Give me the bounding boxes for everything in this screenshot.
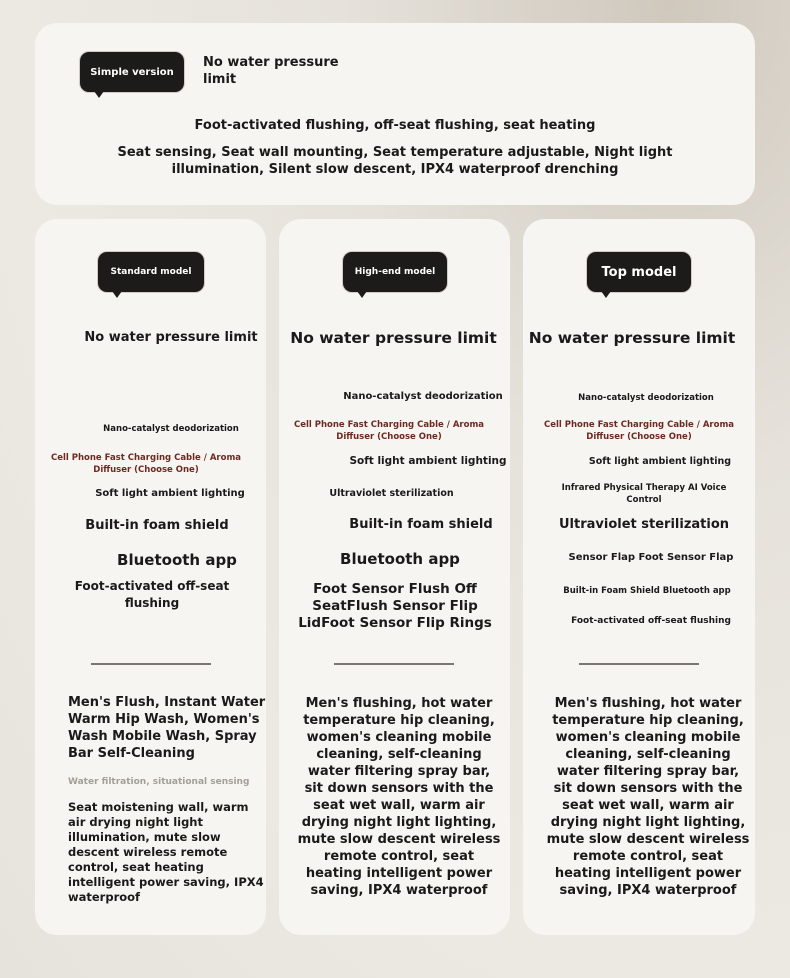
top-model-description bbox=[523, 695, 773, 899]
standard-feature-2-line1: Cell Phone Fast Charging Cable / Aroma bbox=[50, 453, 242, 463]
high-end-feature-2-line1: Cell Phone Fast Charging Cable / Aroma bbox=[293, 420, 485, 430]
high-end-desc-line: heating intelligent power bbox=[305, 866, 493, 881]
simple-version-badge bbox=[80, 52, 184, 92]
high-end-feature-6: Bluetooth app bbox=[340, 550, 460, 568]
high-end-feature-3: Soft light ambient lighting bbox=[349, 455, 507, 467]
standard-desc1-line: Bar Self-Cleaning bbox=[68, 746, 195, 761]
standard-desc2-line: descent wireless remote bbox=[68, 845, 228, 859]
high-end-feature-5: Built-in foam shield bbox=[349, 517, 493, 532]
top-model-desc-line: temperature hip cleaning, bbox=[552, 713, 744, 728]
standard-description-2 bbox=[68, 800, 264, 905]
top-model-badge-label: Top model bbox=[601, 264, 677, 280]
standard-desc2-line: Seat moistening wall, warm bbox=[68, 800, 249, 814]
standard-model-badge-label: Standard model bbox=[110, 267, 192, 277]
high-end-desc-line: cleaning, self-cleaning bbox=[316, 747, 482, 762]
top-model-divider bbox=[579, 663, 699, 665]
high-end-model-card bbox=[279, 219, 510, 935]
high-end-feature-7 bbox=[279, 581, 511, 632]
simple-pressure-line2: limit bbox=[203, 72, 237, 87]
standard-feature-2-line2: Diffuser (Choose One) bbox=[93, 465, 199, 475]
standard-divider bbox=[91, 663, 211, 665]
high-end-feature-2-line2: Diffuser (Choose One) bbox=[336, 432, 442, 442]
top-model-desc-line: heating intelligent power bbox=[554, 866, 742, 881]
top-model-desc-line: mute slow descent wireless bbox=[546, 832, 750, 847]
high-end-desc-line: drying night light lighting, bbox=[301, 815, 497, 830]
top-model-desc-line: remote control, seat bbox=[572, 849, 724, 864]
high-end-desc-line: water filtering spray bar, bbox=[307, 764, 491, 779]
high-end-divider bbox=[334, 663, 454, 665]
high-end-feature-4: Ultraviolet sterilization bbox=[329, 488, 454, 499]
high-end-feature-1: Nano-catalyst deodorization bbox=[343, 391, 503, 402]
top-model-feature-2-line2: Diffuser (Choose One) bbox=[586, 432, 692, 442]
standard-model-badge bbox=[98, 252, 204, 292]
top-model-feature-3: Soft light ambient lighting bbox=[588, 456, 732, 467]
standard-model-card bbox=[35, 219, 266, 935]
top-model-desc-line: Men's flushing, hot water bbox=[554, 696, 742, 711]
high-end-desc-line: sit down sensors with the bbox=[304, 781, 494, 796]
high-end-model-badge bbox=[343, 252, 447, 292]
standard-desc2-line: illumination, mute slow bbox=[68, 830, 221, 844]
standard-desc2-line: waterproof bbox=[68, 890, 141, 904]
top-model-desc-line: sit down sensors with the bbox=[553, 781, 743, 796]
simple-pressure-line1: No water pressure bbox=[203, 55, 339, 70]
standard-feature-5: Bluetooth app bbox=[117, 551, 237, 569]
standard-feature-4: Built-in foam shield bbox=[85, 518, 229, 533]
standard-desc1-line: Men's Flush, Instant Water bbox=[68, 695, 266, 710]
top-model-feature-8: Foot-activated off-seat flushing bbox=[571, 616, 731, 626]
high-end-description bbox=[279, 695, 519, 899]
top-model-desc-line: seat wet wall, warm air bbox=[562, 798, 734, 813]
high-end-desc-line: seat wet wall, warm air bbox=[313, 798, 485, 813]
simple-version-card bbox=[35, 23, 755, 205]
standard-gray-features: Water filtration, situational sensing bbox=[68, 777, 250, 787]
high-end-desc-line: Men's flushing, hot water bbox=[305, 696, 493, 711]
high-end-feature-7-line: SeatFlush Sensor Flip bbox=[312, 598, 478, 614]
top-model-feature-5: Ultraviolet sterilization bbox=[558, 517, 730, 532]
simple-features-1: Foot-activated flushing, off-seat flushing, seat heating bbox=[194, 118, 596, 133]
high-end-desc-line: mute slow descent wireless bbox=[297, 832, 501, 847]
simple-features-2-line2: illumination, Silent slow descent, IPX4 waterproof drenching bbox=[171, 162, 619, 177]
top-model-desc-line: drying night light lighting, bbox=[550, 815, 746, 830]
high-end-desc-line: temperature hip cleaning, bbox=[303, 713, 495, 728]
standard-feature-6-line2: flushing bbox=[124, 596, 180, 610]
top-model-desc-line: water filtering spray bar, bbox=[556, 764, 740, 779]
high-end-model-badge-label: High-end model bbox=[354, 267, 436, 277]
high-end-desc-line: saving, IPX4 waterproof bbox=[310, 883, 488, 898]
high-end-desc-line: remote control, seat bbox=[323, 849, 475, 864]
standard-desc1-line: Wash Mobile Wash, Spray bbox=[68, 729, 257, 744]
high-end-feature-7-line: Foot Sensor Flush Off bbox=[313, 581, 477, 597]
standard-description-1 bbox=[68, 694, 265, 762]
simple-version-badge-label: Simple version bbox=[90, 66, 174, 78]
standard-pressure: No water pressure limit bbox=[84, 330, 258, 345]
top-model-feature-1: Nano-catalyst deodorization bbox=[578, 393, 714, 403]
standard-feature-6-line1: Foot-activated off-seat bbox=[74, 579, 230, 593]
high-end-feature-7-line: LidFoot Sensor Flip Rings bbox=[298, 615, 492, 631]
standard-desc2-line: control, seat heating bbox=[68, 860, 204, 874]
top-model-feature-4-line2: Control bbox=[626, 495, 662, 505]
top-model-feature-4-line1: Infrared Physical Therapy AI Voice bbox=[561, 483, 727, 493]
simple-features-2-line1: Seat sensing, Seat wall mounting, Seat temperature adjustable, Night light bbox=[117, 145, 673, 160]
standard-feature-3: Soft light ambient lighting bbox=[95, 488, 245, 499]
top-model-feature-6: Sensor Flap Foot Sensor Flap bbox=[568, 552, 734, 563]
standard-desc2-line: air drying night light bbox=[68, 815, 203, 829]
high-end-desc-line: women's cleaning mobile bbox=[306, 730, 492, 745]
top-model-desc-line: women's cleaning mobile bbox=[555, 730, 741, 745]
top-model-desc-line: saving, IPX4 waterproof bbox=[559, 883, 737, 898]
standard-feature-1: Nano-catalyst deodorization bbox=[103, 424, 239, 434]
top-model-card bbox=[523, 219, 755, 935]
top-model-pressure: No water pressure limit bbox=[528, 329, 736, 347]
standard-desc1-line: Warm Hip Wash, Women's bbox=[68, 712, 260, 727]
top-model-badge bbox=[587, 252, 691, 292]
standard-desc2-line: intelligent power saving, IPX4 bbox=[68, 875, 264, 889]
top-model-feature-7: Built-in Foam Shield Bluetooth app bbox=[563, 586, 731, 596]
high-end-pressure: No water pressure limit bbox=[290, 329, 497, 347]
top-model-desc-line: cleaning, self-cleaning bbox=[565, 747, 731, 762]
top-model-feature-2-line1: Cell Phone Fast Charging Cable / Aroma bbox=[543, 420, 735, 430]
